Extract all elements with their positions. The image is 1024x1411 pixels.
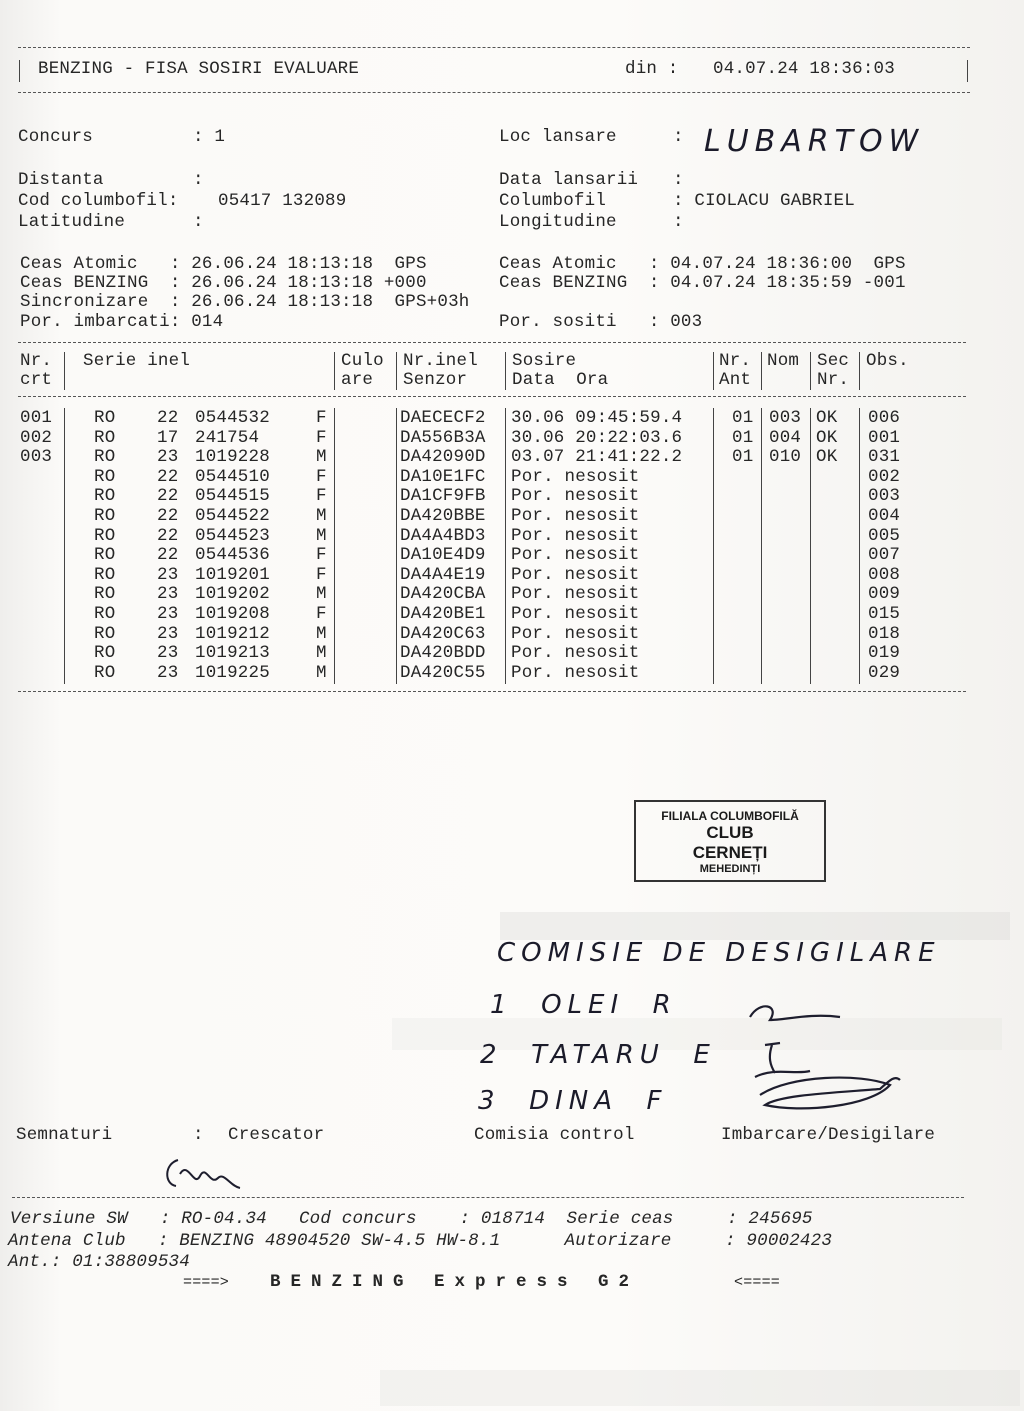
- cell-year: 23: [157, 564, 179, 585]
- data-label: Data lansarii: [499, 170, 639, 190]
- commission-member-2: 2 TATARU E: [480, 1040, 716, 1070]
- cell-senzor: DA4A4BD3: [400, 525, 486, 546]
- cell-obs: 004: [868, 506, 901, 526]
- cell-senzor: DA420BBE: [400, 506, 486, 526]
- th-nr-inel: Nr.inel: [403, 351, 478, 371]
- clock-start-atomic: Ceas Atomic : 26.06.24 18:13:18 GPS: [20, 254, 427, 274]
- th-obs: Obs.: [866, 351, 909, 371]
- clock-sync: Sincronizare : 26.06.24 18:13:18 GPS+03h: [20, 292, 470, 312]
- cell-year: 23: [157, 584, 179, 605]
- cell-year: 23: [157, 662, 179, 683]
- clock-end-atomic: Ceas Atomic : 04.07.24 18:36:00 GPS: [499, 254, 906, 274]
- cell-senzor: DA420CBA: [400, 584, 486, 605]
- cell-senzor: DA556B3A: [400, 427, 486, 448]
- cell-sex: F: [316, 466, 327, 487]
- stamp-line1: FILIALA COLUMBOFILĂ: [661, 809, 799, 823]
- cell-sosire: Por. nesosit: [511, 525, 640, 546]
- clock-end-benzing: Ceas BENZING : 04.07.24 18:35:59 -001: [499, 273, 906, 293]
- cell-sex: F: [316, 427, 327, 448]
- stamp-line4: MEHEDINȚI: [699, 863, 761, 875]
- cell-year: 23: [157, 447, 179, 468]
- divider: [334, 352, 335, 390]
- cell-senzor: DA420C63: [400, 623, 486, 644]
- stamp-line3: CERNEȚI: [692, 843, 768, 862]
- cell-obs: 029: [868, 662, 901, 683]
- divider: [64, 408, 65, 684]
- lat-label: Latitudine: [18, 212, 126, 232]
- cell-obs: 019: [868, 643, 901, 664]
- cell-country: RO: [94, 545, 116, 566]
- cell-country: RO: [94, 643, 116, 664]
- cell-country: RO: [94, 506, 116, 526]
- cell-sosire: 30.06 09:45:59.4: [511, 408, 683, 428]
- footer-version: Versiune SW : RO-04.34 Cod concurs : 018714 Serie ceas : 245695: [10, 1209, 813, 1229]
- cell-obs: 031: [868, 447, 901, 468]
- cell-senzor: DA420BDD: [400, 643, 486, 664]
- cell-country: RO: [94, 525, 116, 546]
- cod-value: 05417 132089: [218, 191, 347, 211]
- cell-sosire: 30.06 20:22:03.6: [511, 427, 683, 448]
- divider: [18, 92, 970, 93]
- loc-sep: :: [673, 127, 684, 147]
- cell-ring: 1019202: [195, 584, 270, 605]
- divider: [967, 60, 968, 82]
- divider: [859, 352, 860, 390]
- cell-nom: 004: [769, 427, 802, 448]
- cell-sex: M: [316, 525, 327, 546]
- imbarcati: Por. imbarcati: 014: [20, 312, 224, 332]
- th-sec-nr: Nr.: [817, 370, 850, 390]
- cell-sosire: Por. nesosit: [511, 662, 640, 683]
- cell-obs: 003: [868, 486, 901, 507]
- divider: [12, 1197, 964, 1198]
- divider: [859, 408, 860, 684]
- divider: [18, 47, 970, 48]
- cell-sec: OK: [816, 447, 838, 468]
- cell-country: RO: [94, 486, 116, 507]
- divider: [713, 352, 714, 390]
- lat-value: :: [193, 212, 204, 232]
- cell-ring: 1019208: [195, 604, 270, 624]
- divider: [396, 352, 397, 390]
- cell-year: 22: [157, 506, 179, 526]
- cell-ring: 1019225: [195, 662, 270, 683]
- cell-nr: 001: [20, 408, 53, 428]
- divider: [505, 352, 506, 390]
- cell-sosire: Por. nesosit: [511, 623, 640, 644]
- cell-nr: 003: [20, 447, 53, 468]
- cell-sex: M: [316, 643, 327, 664]
- cell-sex: M: [316, 584, 327, 605]
- cell-ring: 0544536: [195, 545, 270, 566]
- cell-country: RO: [94, 564, 116, 585]
- cell-year: 22: [157, 408, 179, 428]
- distanta-label: Distanta: [18, 170, 104, 190]
- cell-sosire: Por. nesosit: [511, 564, 640, 585]
- cell-year: 22: [157, 525, 179, 546]
- concurs-label: Concurs: [18, 127, 93, 147]
- th-nr-ant: Nr.: [719, 351, 752, 371]
- cell-ring: 1019213: [195, 643, 270, 664]
- cell-country: RO: [94, 408, 116, 428]
- crescator-label: Crescator: [228, 1125, 325, 1145]
- cell-country: RO: [94, 427, 116, 448]
- cell-obs: 008: [868, 564, 901, 585]
- cell-sec: OK: [816, 408, 838, 428]
- divider: [810, 408, 811, 684]
- cell-obs: 007: [868, 545, 901, 566]
- cell-ring: 0544515: [195, 486, 270, 507]
- cell-sex: F: [316, 604, 327, 624]
- columbofil-label: Columbofil: [499, 191, 607, 211]
- cell-country: RO: [94, 623, 116, 644]
- divider: [334, 408, 335, 684]
- commission-title-handwritten: COMISIE DE DESIGILARE: [497, 938, 941, 968]
- cell-sec: OK: [816, 427, 838, 448]
- th-crt: crt: [20, 370, 53, 390]
- cell-obs: 018: [868, 623, 901, 644]
- divider: [18, 396, 966, 397]
- print-date: 04.07.24 18:36:03: [713, 59, 895, 79]
- divider: [713, 408, 714, 684]
- th-culo: Culo: [341, 351, 384, 371]
- cell-ring: 1019201: [195, 564, 270, 585]
- loc-label: Loc lansare: [499, 127, 617, 147]
- th-sosire: Sosire: [512, 351, 577, 371]
- cell-senzor: DA420BE1: [400, 604, 486, 624]
- cell-ant: 01: [732, 447, 754, 468]
- cell-country: RO: [94, 466, 116, 487]
- breeder-signature: [160, 1150, 250, 1200]
- divider: [64, 352, 65, 390]
- cell-obs: 005: [868, 525, 901, 546]
- cell-obs: 001: [868, 427, 901, 448]
- brand-arrow-right: <====: [734, 1274, 781, 1291]
- cell-obs: 006: [868, 408, 901, 428]
- th-ant: Ant: [719, 370, 752, 390]
- th-data-ora: Data Ora: [512, 370, 609, 390]
- cell-country: RO: [94, 447, 116, 468]
- cell-sex: F: [316, 564, 327, 585]
- th-senzor: Senzor: [403, 370, 468, 390]
- cell-sosire: Por. nesosit: [511, 584, 640, 605]
- comisia-label: Comisia control: [474, 1125, 635, 1145]
- cell-sosire: Por. nesosit: [511, 466, 640, 487]
- cell-sex: M: [316, 662, 327, 683]
- cell-ring: 0544522: [195, 506, 270, 526]
- cell-country: RO: [94, 604, 116, 624]
- document-title: BENZING - FISA SOSIRI EVALUARE: [38, 59, 360, 79]
- brand-title: BENZING Express G2: [270, 1272, 640, 1292]
- cell-sex: F: [316, 408, 327, 428]
- cell-ring: 1019212: [195, 623, 270, 644]
- cell-country: RO: [94, 584, 116, 605]
- cell-ring: 0544523: [195, 525, 270, 546]
- scan-artifact: [380, 1370, 1020, 1406]
- divider: [761, 352, 762, 390]
- cell-nr: 002: [20, 427, 53, 448]
- cell-senzor: DA42090D: [400, 447, 486, 468]
- cod-label: Cod columbofil:: [18, 191, 179, 211]
- footer-antenna: Antena Club : BENZING 48904520 SW-4.5 HW-8.1 Autorizare : 90002423: [8, 1231, 833, 1251]
- club-stamp: [634, 800, 826, 882]
- cell-sosire: Por. nesosit: [511, 545, 640, 566]
- cell-year: 23: [157, 643, 179, 664]
- cell-sex: F: [316, 545, 327, 566]
- cell-senzor: DA10E1FC: [400, 466, 486, 487]
- th-are: are: [341, 370, 374, 390]
- cell-senzor: DAECECF2: [400, 408, 486, 428]
- cell-obs: 015: [868, 604, 901, 624]
- th-serie: Serie inel: [83, 351, 191, 371]
- scan-artifact: [500, 912, 1010, 940]
- sositi: Por. sositi : 003: [499, 312, 703, 332]
- stamp-line2: CLUB: [706, 823, 754, 842]
- commission-member-1: 1 OLEI R: [490, 990, 677, 1020]
- signatures-sep: :: [193, 1125, 204, 1145]
- cell-ring: 0544532: [195, 408, 270, 428]
- cell-senzor: DA1CF9FB: [400, 486, 486, 507]
- clock-start-benzing: Ceas BENZING : 26.06.24 18:13:18 +000: [20, 273, 427, 293]
- commission-signatures: [740, 995, 920, 1125]
- divider: [18, 691, 966, 692]
- date-label: din :: [625, 59, 679, 79]
- th-sec: Sec: [817, 351, 850, 371]
- cell-senzor: DA420C55: [400, 662, 486, 683]
- loc-value-handwritten: LUBARTOW: [704, 124, 925, 159]
- cell-sex: M: [316, 447, 327, 468]
- th-nr: Nr.: [20, 351, 53, 371]
- cell-sex: M: [316, 506, 327, 526]
- divider: [396, 408, 397, 684]
- divider: [19, 60, 20, 82]
- cell-year: 17: [157, 427, 179, 448]
- th-nom: Nom: [767, 351, 800, 371]
- cell-year: 22: [157, 466, 179, 487]
- cell-year: 23: [157, 623, 179, 644]
- cell-nom: 010: [769, 447, 802, 468]
- cell-sosire: Por. nesosit: [511, 643, 640, 664]
- imbarcare-label: Imbarcare/Desigilare: [721, 1125, 936, 1145]
- cell-ring: 241754: [195, 427, 260, 448]
- long-value: :: [673, 212, 684, 232]
- footer-ant-id: Ant.: 01:38809534: [8, 1252, 190, 1272]
- cell-nom: 003: [769, 408, 802, 428]
- distanta-value: :: [193, 170, 204, 190]
- data-value: :: [673, 170, 684, 190]
- cell-country: RO: [94, 662, 116, 683]
- divider: [810, 352, 811, 390]
- cell-obs: 002: [868, 466, 901, 487]
- divider: [761, 408, 762, 684]
- cell-senzor: DA10E4D9: [400, 545, 486, 566]
- concurs-value: : 1: [193, 127, 226, 147]
- cell-ant: 01: [732, 427, 754, 448]
- cell-sex: M: [316, 623, 327, 644]
- cell-sosire: Por. nesosit: [511, 486, 640, 507]
- commission-member-3: 3 DINA F: [478, 1086, 668, 1116]
- cell-obs: 009: [868, 584, 901, 605]
- cell-ring: 1019228: [195, 447, 270, 468]
- cell-ring: 0544510: [195, 466, 270, 487]
- brand-arrow-left: ====>: [183, 1274, 230, 1291]
- cell-sex: F: [316, 486, 327, 507]
- cell-sosire: Por. nesosit: [511, 506, 640, 526]
- cell-year: 22: [157, 545, 179, 566]
- signatures-label: Semnaturi: [16, 1125, 113, 1145]
- columbofil-value: : CIOLACU GABRIEL: [673, 191, 855, 211]
- cell-ant: 01: [732, 408, 754, 428]
- cell-sosire: 03.07 21:41:22.2: [511, 447, 683, 468]
- divider: [505, 408, 506, 684]
- cell-sosire: Por. nesosit: [511, 604, 640, 624]
- cell-year: 22: [157, 486, 179, 507]
- cell-senzor: DA4A4E19: [400, 564, 486, 585]
- cell-year: 23: [157, 604, 179, 624]
- long-label: Longitudine: [499, 212, 617, 232]
- divider: [18, 342, 966, 343]
